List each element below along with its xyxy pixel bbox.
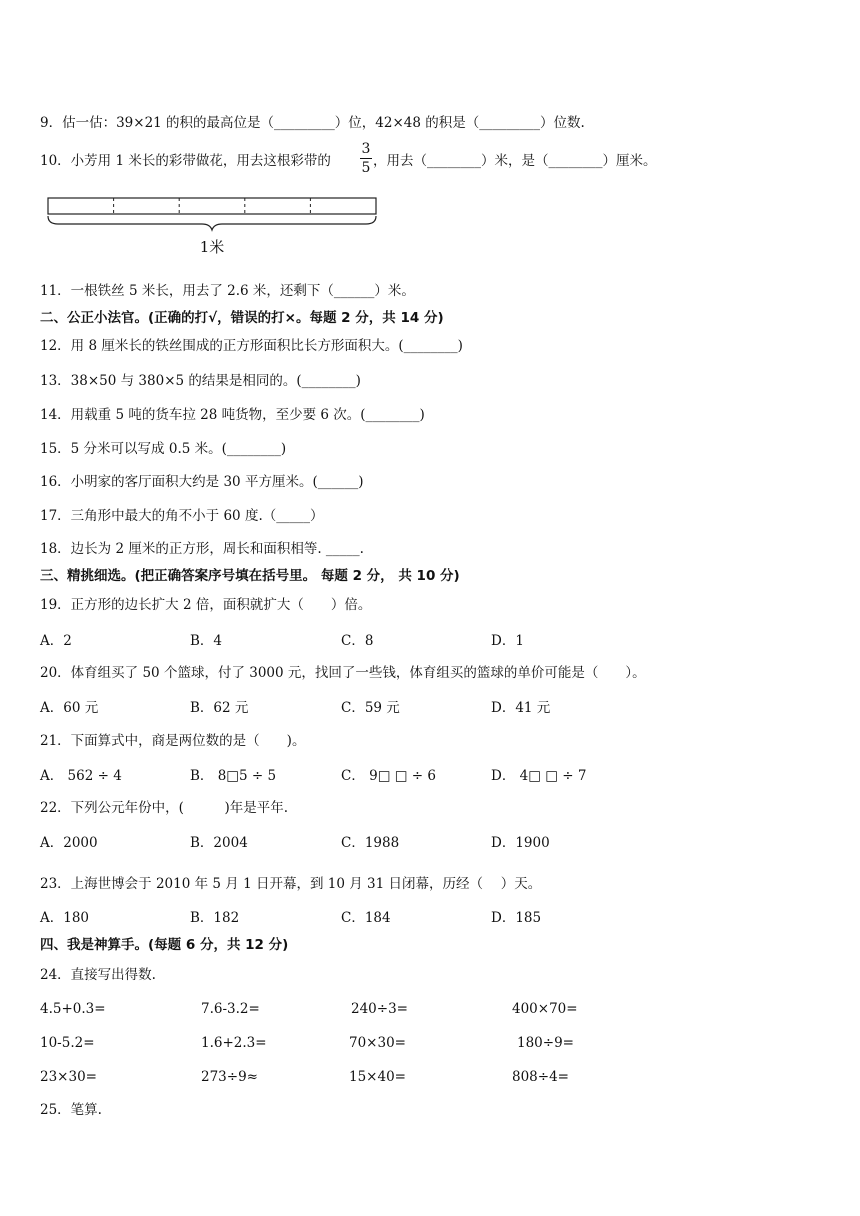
question-10-text-after: ，用去（________）米，是（________）厘米。: [373, 153, 657, 169]
option-c: C．59 元: [341, 700, 400, 716]
option-d: D． 4□ □ ÷ 7: [491, 768, 587, 784]
question-25: 25．笔算.: [40, 1102, 102, 1118]
fraction-three-fifths: [360, 141, 372, 176]
calc-item: 23×30=: [40, 1069, 97, 1085]
calc-item: 15×40=: [349, 1069, 406, 1085]
calc-item: 240÷3=: [351, 1001, 408, 1017]
option-b: B．4: [190, 633, 223, 649]
section-3-heading: 三、精挑细选。(把正确答案序号填在括号里。 每题 2 分， 共 10 分): [40, 568, 460, 584]
option-c: C．184: [341, 910, 391, 926]
option-a: A．60 元: [40, 700, 99, 716]
ribbon-brace: [48, 216, 376, 230]
ribbon-strip: [48, 198, 376, 214]
option-d: D．185: [491, 910, 542, 926]
option-a: A． 562 ÷ 4: [40, 768, 122, 784]
option-b: B．2004: [190, 835, 248, 851]
question-17: 17．三角形中最大的角不小于 60 度.（_____）: [40, 508, 324, 524]
question-13: 13．38×50 与 380×5 的结果是相同的。(________): [40, 373, 361, 389]
ribbon-length-label: 1米: [199, 238, 225, 256]
question-12: 12．用 8 厘米长的铁丝围成的正方形面积比长方形面积大。(________): [40, 338, 463, 354]
ribbon-diagram: [44, 194, 380, 262]
question-15: 15．5 分米可以写成 0.5 米。(________): [40, 441, 287, 457]
fraction-bar: [360, 158, 372, 159]
option-b: B． 8□5 ÷ 5: [190, 768, 277, 784]
calc-item: 10-5.2=: [40, 1035, 95, 1051]
option-c: C． 9□ □ ÷ 6: [341, 768, 436, 784]
option-a: A．180: [40, 910, 90, 926]
calc-item: 180÷9=: [517, 1035, 574, 1051]
question-20: 20．体育组买了 50 个篮球，付了 3000 元，找回了一些钱，体育组买的篮球的单价可能是（ ）。: [40, 665, 646, 681]
option-d: D．1900: [491, 835, 550, 851]
option-c: C．8: [341, 633, 374, 649]
calc-item: 1.6+2.3=: [201, 1035, 267, 1051]
section-4-heading: 四、我是神算手。(每题 6 分，共 12 分): [40, 937, 289, 953]
calc-item: 808÷4=: [512, 1069, 569, 1085]
calc-item: 4.5+0.3=: [40, 1001, 106, 1017]
ribbon-dividers: [114, 198, 311, 214]
calc-item: 273÷9≈: [201, 1069, 258, 1085]
option-d: D．1: [491, 633, 524, 649]
question-9: 9．估一估：39×21 的积的最高位是（_________）位，42×48 的积是（_________）位数.: [40, 115, 585, 131]
question-19: 19．正方形的边长扩大 2 倍，面积就扩大（ ）倍。: [40, 597, 372, 613]
fraction-numerator: 3: [361, 141, 371, 157]
calc-item: 400×70=: [512, 1001, 578, 1017]
question-21: 21．下面算式中，商是两位数的是（ )。: [40, 733, 306, 749]
question-14: 14．用载重 5 吨的货车拉 28 吨货物，至少要 6 次。(________): [40, 407, 425, 423]
question-11: 11．一根铁丝 5 米长，用去了 2.6 米，还剩下（______）米。: [40, 283, 415, 299]
question-24: 24．直接写出得数.: [40, 967, 156, 983]
question-18: 18．边长为 2 厘米的正方形，周长和面积相等. _____.: [40, 541, 364, 557]
question-10-text-before: 10．小芳用 1 米长的彩带做花，用去这根彩带的: [40, 153, 331, 169]
calc-item: 70×30=: [349, 1035, 406, 1051]
option-a: A．2: [40, 633, 72, 649]
option-b: B．62 元: [190, 700, 249, 716]
question-23: 23．上海世博会于 2010 年 5 月 1 日开幕，到 10 月 31 日闭幕，历经（ ）天。: [40, 876, 542, 892]
calc-item: 7.6-3.2=: [201, 1001, 260, 1017]
fraction-denominator: 5: [361, 160, 371, 176]
option-d: D．41 元: [491, 700, 551, 716]
option-a: A．2000: [40, 835, 98, 851]
option-c: C．1988: [341, 835, 400, 851]
question-22: 22．下列公元年份中，( )年是平年.: [40, 800, 289, 816]
question-16: 16．小明家的客厅面积大约是 30 平方厘米。(______): [40, 474, 364, 490]
section-2-heading: 二、公正小法官。(正确的打√，错误的打×。每题 2 分，共 14 分): [40, 310, 444, 326]
option-b: B．182: [190, 910, 240, 926]
